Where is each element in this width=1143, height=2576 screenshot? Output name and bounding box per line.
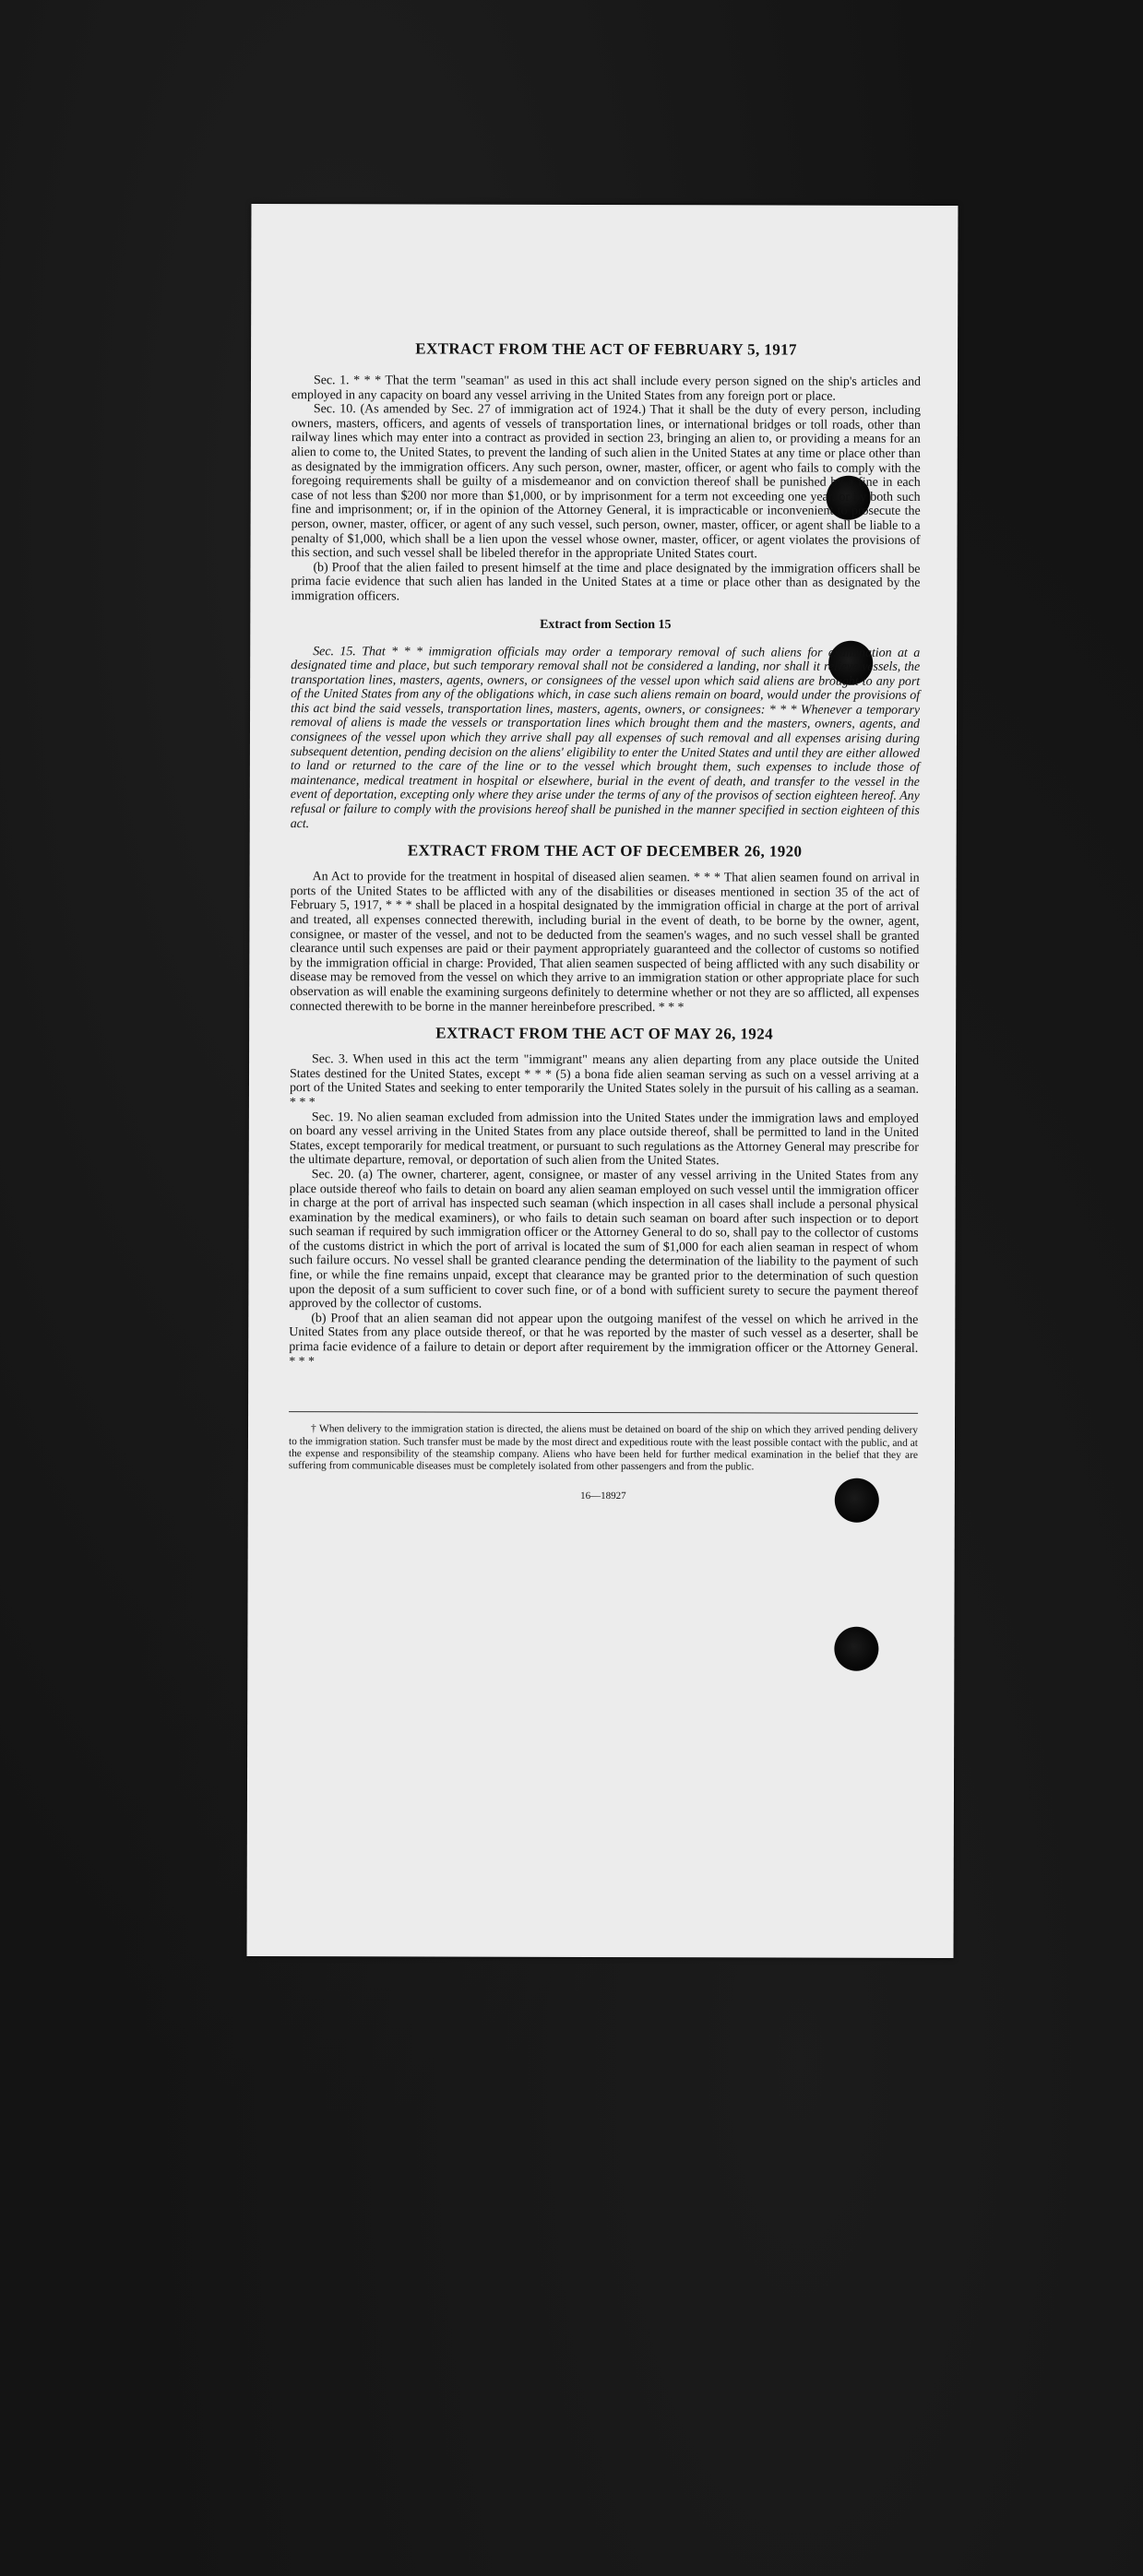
section-heading: EXTRACT FROM THE ACT OF MAY 26, 1924 — [435, 1024, 774, 1043]
paragraph: (b) Proof that an alien seaman did not appear upon the outgoing manifest of the vessel on which he arrived in the United States from any place outside thereof, or that he was reported by the master of such vessel as a deserter, shall be prima facie evidence of a failure to detain or deport after requirement by the immigration officer or the Attorney General. * * * — [289, 1312, 919, 1369]
section-body — [291, 374, 921, 605]
subsection-heading: Extract from Section 15 — [540, 617, 672, 632]
paragraph: Sec. 20. (a) The owner, charterer, agent, consignee, or master of any vessel arriving in the United States from any place outside thereof who fails to detain on board any alien seaman employed on such vessel until the immigration officer in charge at the port of arrival has inspected such seaman (which inspection in all cases shall include a personal physical examination by the medical examiners), or who fails to detain such seaman on board after such inspection or to deport such seaman if required by such immigration officer or the Attorney General to do so, shall pay to the collector of customs of the customs district in which the port of arrival is located the sum of $1,000 for each alien seaman in respect of whom such failure occurs. No vessel shall be granted clearance pending the determination of the liability to the payment of such fine, or while the fine remains unpaid, except that clearance may be granted prior to the determination of such question upon the deposit of a sum sufficient to cover such fine, or of a bond with sufficient surety to secure the payment thereof approved by the collector of customs. — [289, 1168, 919, 1312]
section-heading: EXTRACT FROM THE ACT OF FEBRUARY 5, 1917 — [415, 339, 797, 359]
section-body — [291, 645, 921, 834]
section-heading: EXTRACT FROM THE ACT OF DECEMBER 26, 1920 — [407, 841, 803, 861]
punch-hole — [834, 1627, 878, 1671]
footnote — [289, 1411, 918, 1474]
paragraph: Sec. 1. * * * That the term "seaman" as used in this act shall include every person signed on the ship's articles and employed in any capacity on board any vessel arriving in the United States from any foreign port or place. — [291, 374, 922, 404]
document-page — [247, 204, 958, 1958]
paragraph: An Act to provide for the treatment in hospital of diseased alien seamen. * * * That alien seamen found on arrival in ports of the United States to be afflicted with any of the disabilities or diseases mentioned in section 35 of the act of February 5, 1917, * * * shall be placed in a hospital designated by the immigration official in charge at the port of arrival and treated, all expenses connected therewith, including burial in the event of death, to be borne by the owner, agent, consignee, or master of the vessel, and not to be deducted from the seamen's wages, and no such vessel shall be granted clearance until such expenses are paid or their payment appropriately guaranteed and the collector of customs so notified by the immigration official in charge: Provided, That alien seamen suspected of being afflicted with any such disability or disease may be removed from the vessel on which they arrive to an immigration station or other appropriate place for such observation as will enable the examining surgeons definitely to determine whether or not they are so afflicted, all expenses connected therewith to be borne in the manner hereinbefore prescribed. * * * — [290, 870, 920, 1015]
paragraph: Sec. 15. That * * * immigration officials may order a temporary removal of such aliens for examination at a designated time and place, but such temporary removal shall not be considered a landing, nor shall it relieve vessels, the transportation lines, masters, agents, owners, or consignees of the vessel upon which said aliens are brought to any port of the United States from any of the obligations which, in case such aliens remain on board, would under the provisions of this act bind the said vessels, transportation lines, masters, agents, owners, or consignees: * * * Whenever a temporary removal of aliens is made the vessels or transportation lines which brought them and the masters, owners, agents, and consignees of the vessel upon which they arrive shall pay all expenses of such removal and all expenses arising during subsequent detention, pending decision on the aliens' eligibility to enter the United States and until they are either allowed to land or returned to the care of the line or to the vessel which brought them, such expenses to include those of maintenance, medical treatment in hospital or elsewhere, burial in the event of death, and transfer to the vessel in the event of deportation, excepting only where they arise under the terms of any of the provisos of section eighteen hereof. Any refusal or failure to comply with the provisions hereof shall be punished in the manner specified in section eighteen of this act. — [290, 644, 921, 831]
section-body — [290, 870, 919, 1015]
form-number: 16—18927 — [580, 1490, 626, 1502]
paragraph: (b) Proof that the alien failed to present himself at the time and place designated by the immigration officers shall be prima facie evidence that such alien has landed in the United States at a time or place other than as designated by the immigration officers. — [291, 560, 921, 604]
section-body — [289, 1052, 919, 1371]
document-content — [289, 338, 921, 1502]
paragraph: Sec. 19. No alien seaman excluded from admission into the United States under the immigration laws and employed on board any vessel arriving in the United States from any place outside thereof, shall be permitted to land in the United States, except temporarily for medical treatment, or pursuant to such regulations as the Attorney General may prescribe for the ultimate departure, removal, or deportation of such alien from the United States. — [289, 1110, 919, 1169]
paragraph: Sec. 3. When used in this act the term "immigrant" means any alien departing from any place outside the United States destined for the United States, except * * * (5) a bona fide alien seaman serving as such on a vessel arriving at a port of the United States and seeking to enter temporarily the United States solely in the pursuit of his calling as a seaman. * * * — [289, 1052, 920, 1110]
paragraph: Sec. 10. (As amended by Sec. 27 of immigration act of 1924.) That it shall be the duty of every person, including owners, masters, officers, and agents of vessels of transportation lines, or international bridges or toll roads, other than railway lines which may enter into a contract as provided in section 23, bringing an alien to, or providing a means for an alien to come to, the United States, to prevent the landing of such alien in the United States at any time or place other than as designated by the immigration officers. Any such person, owner, master, officer, or agent who fails to comply with the foregoing requirements shall be guilty of a misdemeanor and on conviction thereof shall be punished by a fine in each case of not less than $200 nor more than $1,000, or by imprisonment for a term not exceeding one year, or by both such fine and imprisonment; or, if in the opinion of the Attorney General, it is impracticable or inconvenient to prosecute the person, owner, master, officer, or agent of any such vessel, such person, owner, master, officer, or agent shall be liable to a penalty of $1,000, which shall be a lien upon the vessel whose owner, master, officer, or agent violates the provisions of this section, and such vessel shall be libeled therefor in the appropriate United States court. — [291, 402, 921, 562]
footnote-text: † When delivery to the immigration station is directed, the aliens must be detained on board of the ship on which they arrived pending delivery to the immigration station. Such transfer must be made by the most direct and expeditious route with the least possible contact with the public, and at the expense and responsibility of the steamship company. Aliens who have been held for further medical examination in the belief that they are suffering from communicable diseases must be completely isolated from other passengers and from the public. — [288, 1423, 919, 1473]
